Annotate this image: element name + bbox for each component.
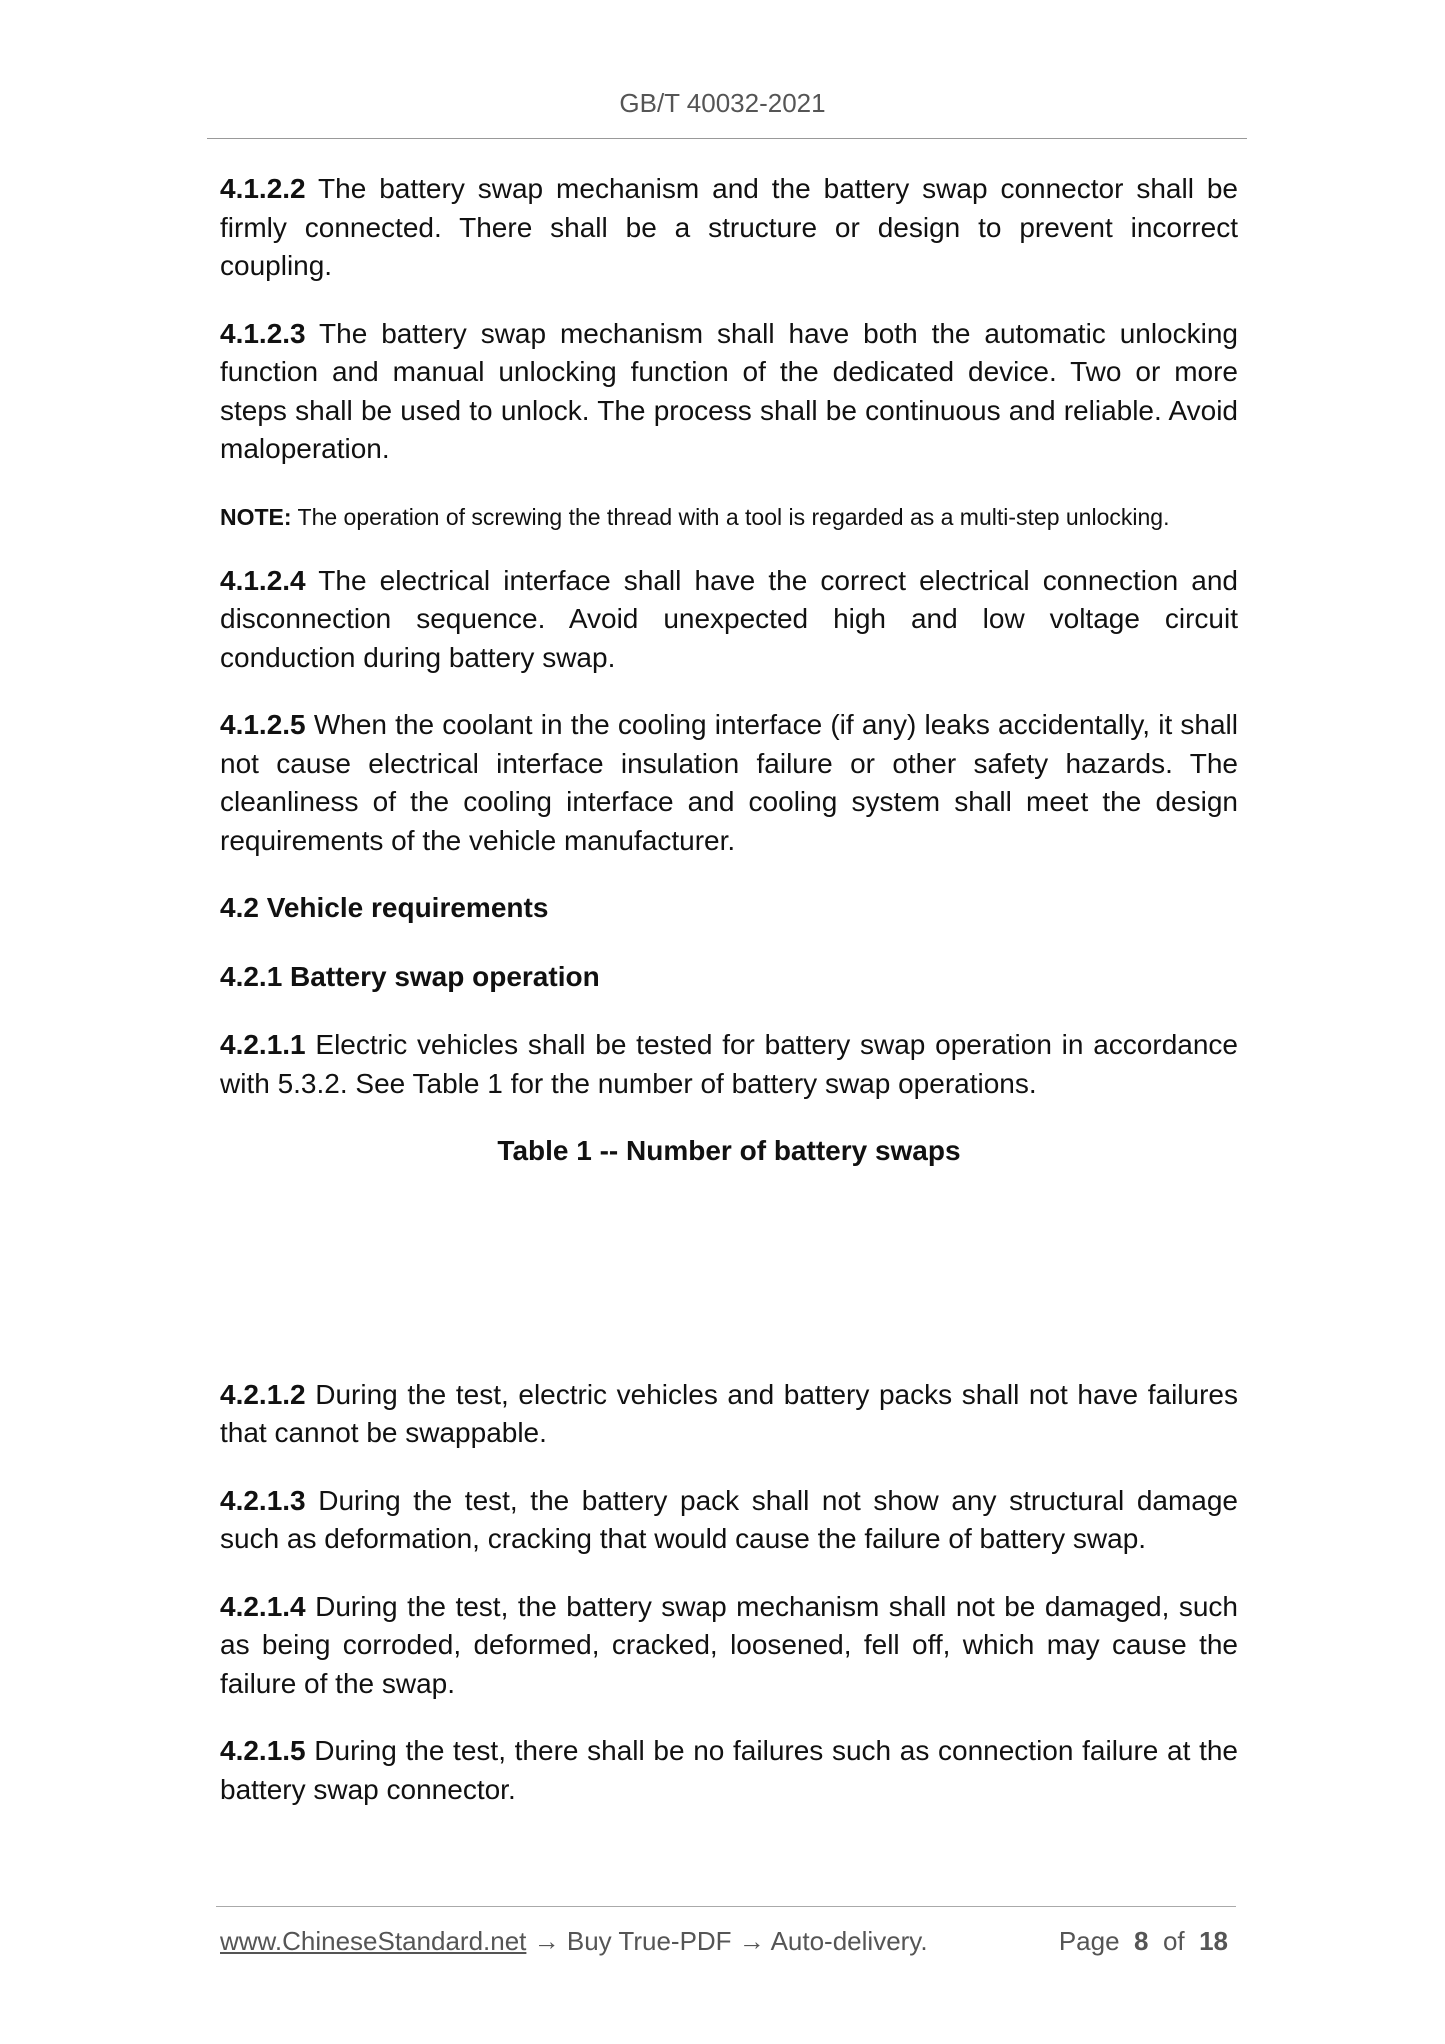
clause-4-2-1-5	[220, 1732, 1238, 1809]
clause-number: 4.1.2.3	[220, 317, 306, 349]
clause-4-2-1-2	[220, 1376, 1238, 1453]
footer-divider	[216, 1906, 1236, 1907]
table-placeholder	[220, 1171, 1238, 1376]
clause-text: When the coolant in the cooling interface (if any) leaks accidentally, it shall not cause electrical interface insulation failure or other safety hazards. The cleanliness of the cooling interface and cooling system shall meet the design requirements of the vehicle manufacturer.	[220, 709, 1238, 856]
clause-number: 4.2.1.1	[220, 1029, 306, 1060]
page-current: 8	[1134, 1926, 1149, 1956]
clause-4-2-1-1	[220, 1026, 1238, 1103]
clause-text: Electric vehicles shall be tested for battery swap operation in accordance with 5.3.2. See Table 1 for the number of battery swap operations.	[220, 1029, 1238, 1099]
of-label: of	[1162, 1926, 1185, 1956]
clause-number: 4.1.2.4	[220, 564, 306, 596]
clause-4-2-1-3	[220, 1482, 1238, 1559]
clause-text: During the test, the battery swap mechanism shall not be damaged, such as being corroded, deformed, cracked, loosened, fell off, which may cause the failure of the swap.	[220, 1590, 1238, 1699]
clause-text: The electrical interface shall have the correct electrical connection and disconnection sequence. Avoid unexpected high and low voltage circuit conduction during battery swap.	[220, 564, 1238, 673]
note-label: NOTE:	[220, 503, 292, 530]
clause-text: The battery swap mechanism and the battery swap connector shall be firmly connected. There shall be a structure or design to prevent incorrect coupling.	[220, 173, 1238, 281]
note-text: The operation of screwing the thread with a tool is regarded as a multi-step unlocking.	[291, 503, 1170, 530]
footer-promo-text: → Buy True-PDF → Auto-delivery.	[526, 1926, 928, 1956]
clause-number: 4.1.2.5	[220, 709, 306, 740]
clause-text: During the test, electric vehicles and battery packs shall not have failures that cannot be swappable.	[220, 1378, 1238, 1448]
page-label: Page	[1058, 1926, 1120, 1956]
section-heading-4-2: 4.2 Vehicle requirements	[220, 892, 549, 923]
table-caption: Table 1 -- Number of battery swaps	[497, 1135, 961, 1166]
clause-text: During the test, the battery pack shall not show any structural damage such as deformation, cracking that would cause the failure of battery swap.	[220, 1484, 1238, 1554]
clause-number: 4.2.1.5	[220, 1735, 306, 1766]
clause-number: 4.2.1.3	[220, 1484, 306, 1516]
clause-4-1-2-2	[220, 170, 1238, 286]
clause-4-1-2-3	[220, 315, 1238, 469]
note	[220, 498, 1238, 537]
clause-number: 4.1.2.2	[220, 173, 306, 204]
page-total: 18	[1199, 1926, 1228, 1956]
clause-4-2-1-4	[220, 1588, 1238, 1704]
page-indicator	[1059, 1926, 1228, 1957]
website-link[interactable]: www.ChineseStandard.net	[220, 1926, 527, 1956]
document-code-header: GB/T 40032-2021	[619, 88, 826, 118]
clause-text: The battery swap mechanism shall have both the automatic unlocking function and manual unlocking function of the dedicated device. Two or more steps shall be used to unlock. The process shall be continuous and reliable. Avoid maloperation.	[220, 317, 1238, 464]
clause-text: During the test, there shall be no failures such as connection failure at the battery swap connector.	[220, 1735, 1238, 1805]
clause-number: 4.2.1.4	[220, 1590, 306, 1622]
footer-promo	[220, 1926, 928, 1957]
clause-4-1-2-4	[220, 562, 1238, 678]
header-divider	[207, 138, 1247, 139]
clause-4-1-2-5	[220, 706, 1238, 860]
document-body	[220, 170, 1238, 1838]
clause-number: 4.2.1.2	[220, 1378, 306, 1410]
section-heading-4-2-1: 4.2.1 Battery swap operation	[220, 960, 600, 992]
